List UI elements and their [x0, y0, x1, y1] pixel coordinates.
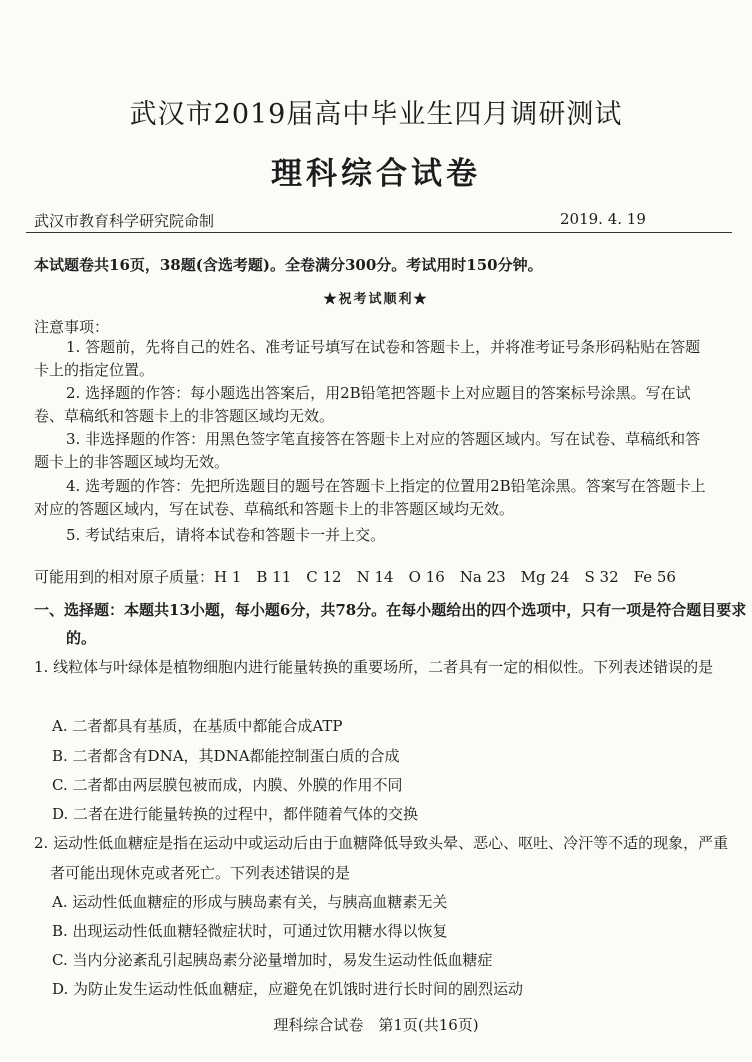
option: D. 二者在进行能量转换的过程中，都伴随着气体的交换	[52, 805, 419, 823]
page-footer: 理科综合试卷 第1页(共16页)	[273, 1016, 479, 1034]
note-item: 3. 非选择题的作答：用黑色签字笔直接答在答题卡上对应的答题区域内。写在试卷、草稿纸和答题卡上的非答题区域均无效。	[34, 430, 701, 471]
option: B. 二者都含有DNA，其DNA都能控制蛋白质的合成	[52, 747, 400, 765]
option: C. 当内分泌紊乱引起胰岛素分泌量增加时，易发生运动性低血糖症	[52, 951, 493, 969]
exam-subtitle: 理科综合试卷	[271, 156, 481, 192]
option: D. 为防止发生运动性低血糖症，应避免在饥饿时进行长时间的剧烈运动	[52, 980, 524, 998]
question-stem: 2. 运动性低血糖症是指在运动中或运动后由于血糖降低导致头晕、恶心、呕吐、冷汗等不适的现象，严重者可能出现休克或者死亡。下列表述错误的是	[34, 834, 729, 882]
header-divider	[26, 232, 732, 233]
section-heading: 一、选择题：本题共13小题，每小题6分，共78分。在每小题给出的四个选项中，只有一项是符合题目要求的。	[34, 601, 747, 647]
blessing: ★祝考试顺利★	[323, 292, 429, 307]
exam-date: 2019. 4. 19	[560, 210, 646, 228]
question-stem: 1. 线粒体与叶绿体是植物细胞内进行能量转换的重要场所，二者具有一定的相似性。下列表述错误的是	[34, 658, 714, 676]
option: C. 二者都由两层膜包被而成，内膜、外膜的作用不同	[52, 776, 403, 794]
issuer: 武汉市教育科学研究院命制	[34, 212, 215, 230]
atomic-masses: 可能用到的相对原子质量：H 1 B 11 C 12 N 14 O 16 Na 23 Mg 24 S 32 Fe 56	[34, 568, 676, 586]
option: A. 运动性低血糖症的形成与胰岛素有关，与胰高血糖素无关	[52, 893, 448, 911]
note-item: 2. 选择题的作答：每小题选出答案后，用2B铅笔把答题卡上对应题目的答案标号涂黑。写在试卷、草稿纸和答题卡上的非答题区域均无效。	[34, 384, 691, 425]
notes-title: 注意事项：	[34, 318, 110, 336]
exam-title: 武汉市2019届高中毕业生四月调研测试	[129, 99, 623, 130]
note-item: 4. 选考题的作答：先把所选题目的题号在答题卡上指定的位置用2B铅笔涂黑。答案写在答题卡上对应的答题区域内，写在试卷、草稿纸和答题卡上的非答题区域均无效。	[34, 477, 706, 518]
note-item: 5. 考试结束后，请将本试卷和答题卡一并上交。	[66, 526, 386, 544]
option: A. 二者都具有基质，在基质中都能合成ATP	[52, 717, 343, 735]
exam-summary: 本试题卷共16页，38题(含选考题)。全卷满分300分。考试用时150分钟。	[34, 256, 543, 274]
note-item: 1. 答题前，先将自己的姓名、准考证号填写在试卷和答题卡上，并将准考证号条形码粘贴在答题卡上的指定位置。	[34, 338, 701, 379]
option: B. 出现运动性低血糖轻微症状时，可通过饮用糖水得以恢复	[52, 922, 448, 940]
